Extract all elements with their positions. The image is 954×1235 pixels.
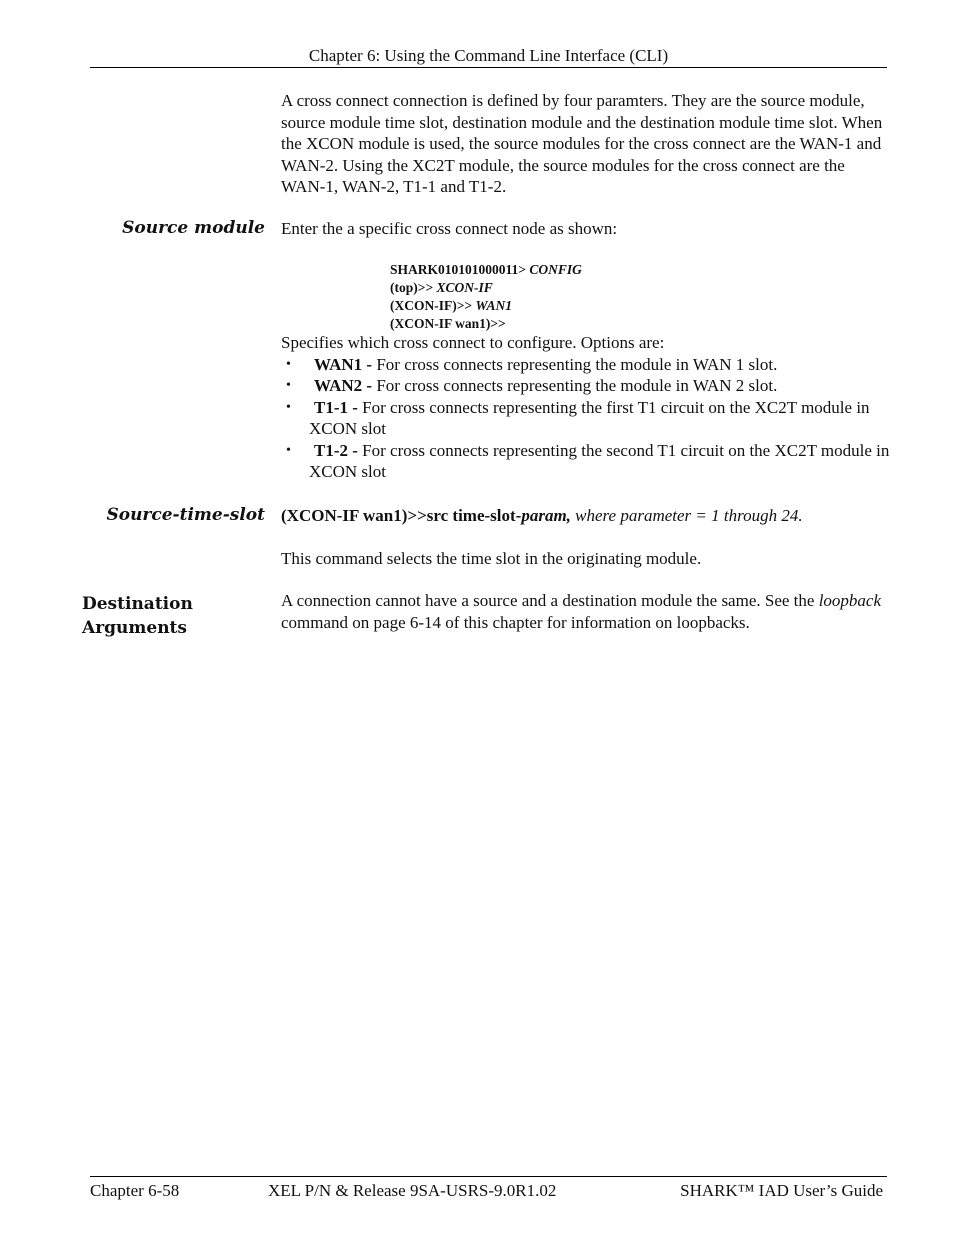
footer-page-number: Chapter 6-58	[90, 1181, 180, 1200]
page-header-title: Chapter 6: Using the Command Line Interface (CLI)	[308, 46, 669, 65]
footer-release: XEL P/N & Release 9SA-USRS-9.0R1.02	[268, 1181, 557, 1200]
cli-line: (top)>> XCON-IF	[390, 280, 493, 295]
loopback-reference: loopback	[818, 591, 882, 610]
source-module-heading: Source module	[122, 218, 265, 238]
bullet-icon: •	[286, 442, 291, 458]
list-item: • T1-2 - For cross connects representing the second T1 circuit on the XC2T module in XCON slot	[286, 440, 890, 481]
options-intro: Specifies which cross connect to configure. Options are:	[281, 333, 665, 352]
cli-example-block	[390, 261, 582, 333]
bullet-icon: •	[286, 378, 291, 393]
header-rule	[90, 67, 887, 68]
source-time-slot-command: (XCON-IF wan1)>>src time-slot-param, where parameter = 1 through 24.	[281, 506, 803, 525]
source-module-intro: Enter the a specific cross connect node as shown:	[281, 219, 618, 238]
cli-line: SHARK010101000011> CONFIG	[390, 262, 582, 277]
options-section	[281, 332, 891, 483]
cli-line: (XCON-IF)>> WAN1	[390, 298, 513, 313]
footer-guide-title: SHARK™ IAD User’s Guide	[680, 1181, 883, 1200]
destination-arguments-heading: Destination Arguments	[82, 594, 193, 638]
options-list	[281, 354, 891, 483]
list-item: • WAN1 - For cross connects representing the module in WAN 1 slot.	[286, 354, 778, 374]
intro-paragraph: A cross connect connection is defined by four paramters. They are the source module, source module time slot, destination module and the destination module time slot. When the XCON module is used, the source modules for the cross connect are the WAN-1 and WAN-2. Using the XC2T module, the source modules for the cross connect are the WAN-1, WAN-2, T1-1 and T1-2.	[281, 91, 883, 196]
destination-paragraph: A connection cannot have a source and a destination module the same. See the loopback command on page 6-14 of this chapter for information on loopbacks.	[281, 591, 882, 632]
source-time-slot-heading: Source-time-slot	[106, 505, 265, 525]
source-time-slot-description: This command selects the time slot in the originating module.	[281, 549, 702, 568]
footer-rule	[90, 1176, 887, 1177]
cli-line: (XCON-IF wan1)>>	[390, 316, 506, 331]
list-item: • WAN2 - For cross connects representing the module in WAN 2 slot.	[286, 376, 778, 395]
bullet-icon: •	[286, 356, 291, 372]
list-item: • T1-1 - For cross connects representing the first T1 circuit on the XC2T module in XCON slot	[286, 397, 870, 438]
bullet-icon: •	[286, 399, 291, 415]
